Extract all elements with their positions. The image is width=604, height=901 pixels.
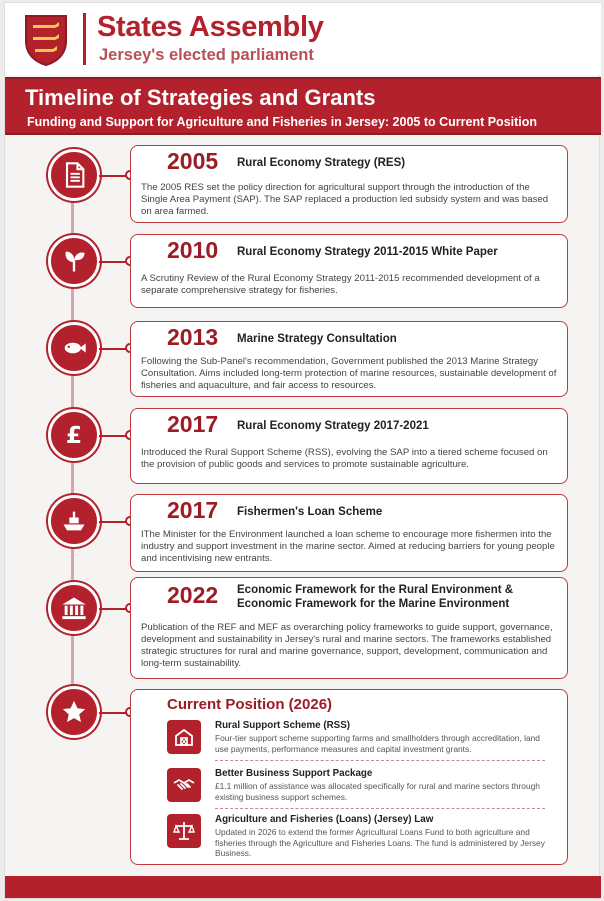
timeline-body: Following the Sub-Panel's recommendation, Government published the 2013 Marine Strategy Consultation. Aims included long-term protection of marine resources, sustainable development of fisheries and aquaculture, and fair access to resources. — [141, 356, 557, 391]
timeline-card-2017-loan — [130, 494, 568, 572]
current-item-body: Updated in 2026 to extend the former Agricultural Loans Fund to both agriculture and fisheries through the Agriculture and Fisheries Loans. The fund is administered by Jersey Business. — [215, 827, 545, 858]
current-position-title: Current Position (2026) — [167, 696, 333, 713]
page-title: Timeline of Strategies and Grants — [25, 85, 376, 110]
current-item — [167, 814, 559, 860]
farm-icon — [167, 720, 201, 754]
header-divider — [83, 13, 86, 65]
scales-icon — [167, 814, 201, 848]
svg-text:£: £ — [65, 421, 83, 449]
timeline-title: Economic Framework for the Rural Environment & Economic Framework for the Marine Environment — [237, 584, 514, 610]
timeline-body: A Scrutiny Review of the Rural Economy Strategy 2011-2015 recommended development of a separate comprehensive strategy for fisheries. — [141, 273, 540, 296]
timeline-title: Rural Economy Strategy 2017-2021 — [237, 420, 429, 432]
timeline-card-2013 — [130, 321, 568, 397]
timeline-title: Fishermen's Loan Scheme — [237, 506, 383, 518]
current-item-title: Better Business Support Package — [215, 768, 373, 779]
title-banner — [5, 77, 601, 135]
timeline-title: Rural Economy Strategy (RES) — [237, 157, 406, 169]
timeline-year: 2017 — [167, 411, 219, 437]
timeline-year: 2017 — [167, 497, 219, 523]
item-divider — [215, 760, 545, 761]
timeline-year: 2013 — [167, 324, 219, 350]
timeline-year: 2010 — [167, 237, 219, 263]
current-item-title: Rural Support Scheme (RSS) — [215, 720, 350, 731]
timeline-body: IThe Minister for the Environment launched a loan scheme to encourage more fishermen into the industry and support investment in the marine sector. Aimed at reducing barriers for young people and incentivising new entrants. — [141, 529, 555, 564]
current-item — [167, 720, 559, 760]
building-icon — [48, 582, 100, 634]
item-divider — [215, 808, 545, 809]
star-icon — [48, 686, 100, 738]
timeline-body: Introduced the Rural Support Scheme (RSS), evolving the SAP into a tiered scheme focused on the provision of public goods and services to promote sustainable agriculture. — [141, 447, 548, 470]
current-item-body: Four-tier support scheme supporting farms and smallholders through accreditation, land use payments, performance measures and capital investment grants. — [215, 733, 540, 754]
timeline-title: Rural Economy Strategy 2011-2015 White Paper — [237, 246, 498, 258]
current-item-title: Agriculture and Fisheries (Loans) (Jersey) Law — [215, 814, 434, 825]
footer-bar — [5, 876, 601, 898]
timeline-card-2022 — [130, 577, 568, 679]
document-icon — [48, 149, 100, 201]
timeline-card-2005 — [130, 145, 568, 223]
current-position-card — [130, 689, 568, 865]
page-subtitle: Funding and Support for Agriculture and Fisheries in Jersey: 2005 to Current Position — [27, 115, 538, 129]
timeline-year: 2005 — [167, 148, 219, 174]
leaf-icon — [48, 235, 100, 287]
header — [5, 3, 601, 75]
timeline-card-2010 — [130, 234, 568, 308]
pound-icon — [48, 409, 100, 461]
timeline-body: Publication of the REF and MEF as overarching policy frameworks to guide support, governance, development and sustainability in Jersey's rural and marine sectors. The frameworks established strategic structures for rural and marine governance, support, development, communication and long-term sustainability. — [141, 622, 553, 669]
fish-icon — [48, 322, 100, 374]
handshake-icon — [167, 768, 201, 802]
boat-icon — [48, 495, 100, 547]
jersey-crest-icon — [23, 13, 69, 67]
timeline-body: The 2005 RES set the policy direction for agricultural support through the introduction of the Single Area Payment (SAP). The SAP replaced a production led subsidy system and was based on area farmed. — [141, 182, 549, 217]
org-title: States Assembly — [97, 11, 324, 43]
current-item-body: £1.1 million of assistance was allocated specifically for rural and marine sectors through existing business support schemes. — [215, 781, 540, 802]
timeline-title: Marine Strategy Consultation — [237, 333, 397, 345]
timeline-year: 2022 — [167, 582, 219, 608]
page — [4, 2, 600, 899]
timeline-card-2017-res — [130, 408, 568, 484]
current-item — [167, 768, 559, 808]
org-subtitle: Jersey's elected parliament — [99, 46, 314, 64]
